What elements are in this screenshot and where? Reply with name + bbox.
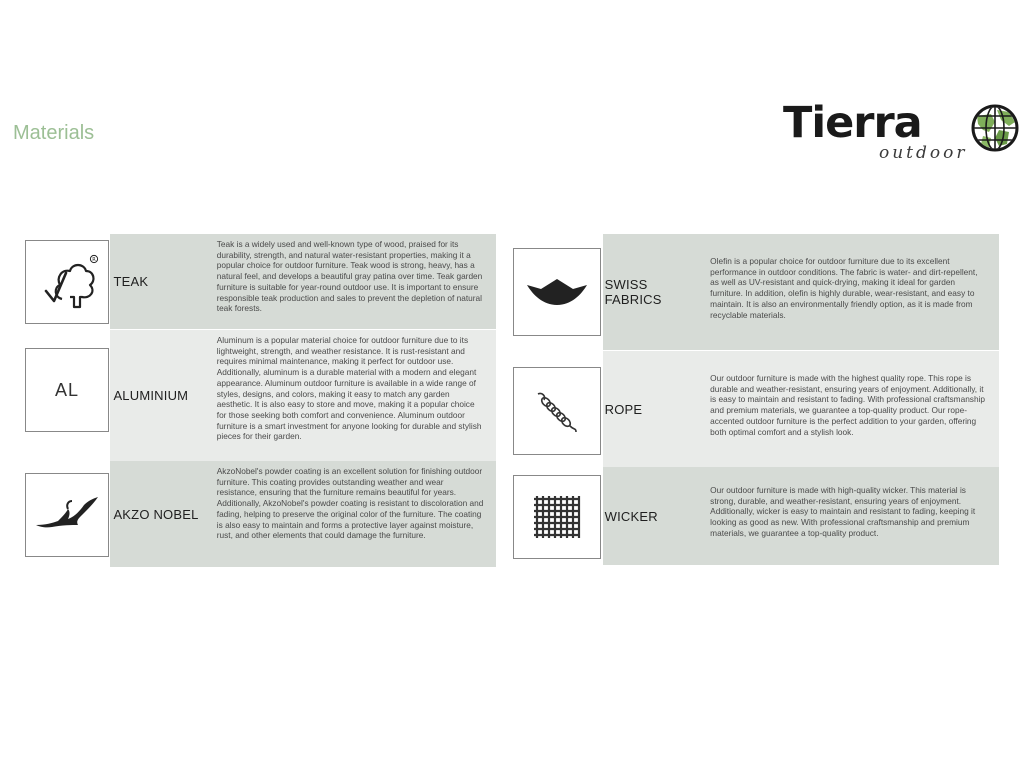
logo-wordmark: Tierra [783, 98, 922, 148]
material-description: AkzoNobel's powder coating is an excellent solution for finishing outdoor furniture. This coating provides outstanding weather and wear resistance, ensuring that the furniture remains beautiful for years. Additionally, AkzoNobel's powder coating is resistant to discoloration and fading, helping to preserve the original color of the furniture. The coating is also easy to maintain and forms a protective layer against moisture, rust, and other elements that could damage the furniture. [214, 461, 496, 567]
material-description: Our outdoor furniture is made with high-quality wicker. This material is strong, durable, and weather-resistant, ensuring years of enjoyment. Additionally, wicker is easy to maintain and resistant to fading, keeping it looking as good as new. With professional craftsmanship and premium materials, we guarantee a top-quality product. [706, 467, 999, 565]
al-icon-text: AL [54, 379, 80, 400]
material-label: ROPE [603, 351, 707, 467]
al-icon [25, 348, 109, 432]
material-row-teak [25, 234, 496, 329]
tierra-outdoor-logo [783, 100, 1023, 170]
material-row-aluminium [25, 330, 496, 461]
fabric-canopy-icon [513, 248, 601, 336]
material-label: SWISS FABRICS [603, 234, 707, 350]
material-label: TEAK [110, 234, 213, 329]
rope-coil-icon [513, 367, 601, 455]
globe-icon [969, 102, 1021, 154]
material-label: WICKER [603, 467, 707, 565]
material-description: Olefin is a popular choice for outdoor furniture due to its excellent performance in outdoor conditions. The fabric is water- and dirt-repellent, as well as UV-resistant and quick-drying, making it ideal for garden furniture. In addition, olefin is highly durable, wear-resistant, and easy to maintain. It is also an environmentally friendly option, as it is made from recyclable materials. [706, 234, 999, 350]
svg-text:R: R [92, 257, 96, 264]
material-row-swiss-fabrics [513, 234, 999, 350]
material-row-rope [513, 351, 999, 467]
material-label: AKZO NOBEL [110, 461, 213, 567]
akzo-nobel-figure-icon [25, 473, 109, 557]
material-description: Teak is a widely used and well-known type of wood, praised for its durability, strength, and natural water-resistant properties, making it a popular choice for outdoor furniture. Teak wood is strong, heavy, has a natural feel, and develops a beautiful gray patina over time. Teak garden furniture is suitable for year-round outdoor use. It is important to ensure responsible teak production and sales to prevent the depletion of natural teak forests. [214, 234, 496, 329]
material-label: ALUMINIUM [110, 330, 213, 461]
logo-subtitle: outdoor [879, 143, 968, 163]
material-description: Our outdoor furniture is made with the highest quality rope. This rope is durable and weather-resistant, ensuring years of enjoyment. Additionally, it is easy to maintain and resistant to fading. With professional craftsmanship and premium materials, we guarantee a top-quality product. Our rope-accented outdoor furniture is the perfect addition to your garden, offering both optimal comfort and a stylish look. [706, 351, 999, 467]
fsc-tree-icon [25, 240, 109, 324]
wicker-weave-icon [513, 475, 601, 559]
material-description: Aluminum is a popular material choice for outdoor furniture due to its lightweight, strength, and weather resistance. It is rust-resistant and requires minimal maintenance, making it perfect for outdoor use. Additionally, aluminum is a durable material with a modern and elegant appearance. Aluminum outdoor furniture is available in a wide range of styles, designs, and colors, making it easy to match any garden aesthetic. It is also easy to store and move, making it a popular choice for those seeking both comfort and convenience. Aluminum outdoor furniture is a smart investment for anyone looking for durable and stylish pieces for their garden. [214, 330, 496, 461]
right-materials-column [513, 234, 999, 565]
left-materials-column [25, 234, 496, 567]
page-title: Materials [13, 122, 95, 144]
material-row-akzo-nobel [25, 461, 496, 567]
material-row-wicker [513, 467, 999, 565]
